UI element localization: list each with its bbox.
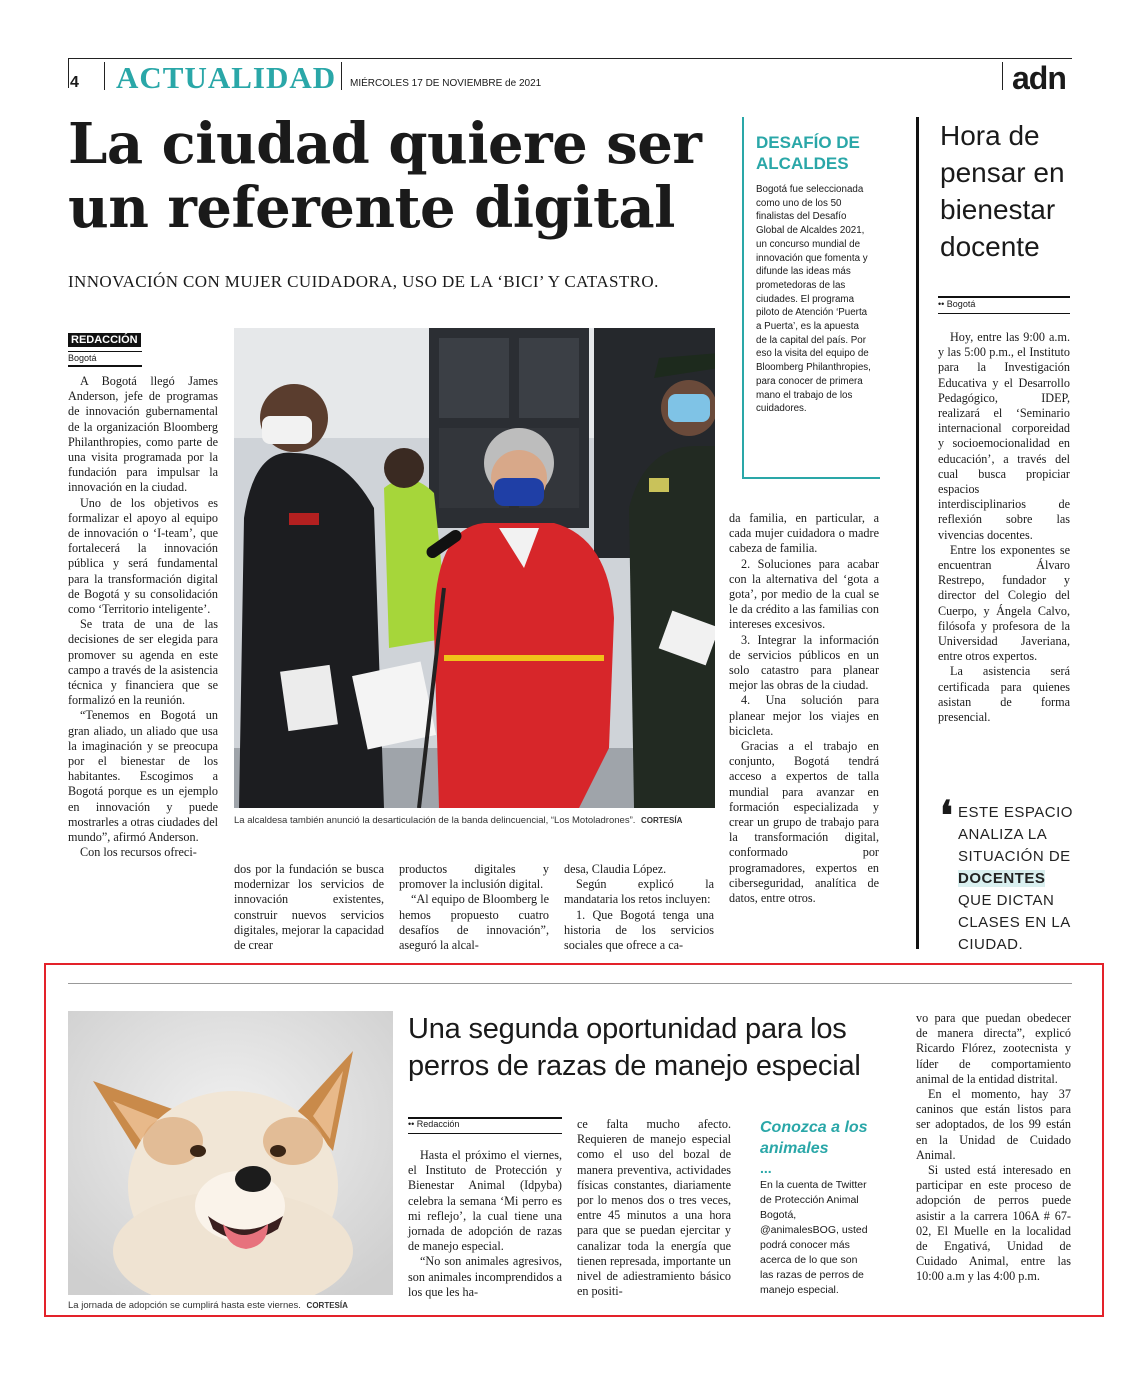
top-corner-rule bbox=[68, 58, 69, 88]
paragraph: Uno de los objetivos es formalizar el apoyo al equipo de innovación o ‘I-team’, que fortalecerá la innovación pública y será fundamental para la transformación digital de Bogotá y su consolidación como ‘Territorio inteligente’. bbox=[68, 495, 218, 617]
divider bbox=[104, 62, 105, 90]
paragraph: dos por la fundación se busca modernizar los servicios de innovación existentes, construir nuevos servicios digitales, mejorar la capacidad de crear bbox=[234, 862, 384, 953]
main-col-2 bbox=[234, 862, 384, 953]
paragraph: 4. Una solución para planear mejor los viajes en bicicleta. bbox=[729, 693, 879, 738]
kicker: INNOVACIÓN CON MUJER CUIDADORA, USO DE LA ‘BICI’ Y CATASTRO. bbox=[68, 272, 659, 291]
paragraph: “Tenemos en Bogotá un gran aliado, un aliado que usa la imaginación y se preocupa por el bienestar de los habitantes. Escogimos a Bogotá porque es un ejemplo en innovación y puede mostrarles a otras ciudades del mundo”, afirmó Anderson. bbox=[68, 708, 218, 845]
paragraph: productos digitales y promover la inclusión digital. bbox=[399, 862, 549, 892]
desafio-body: Bogotá fue seleccionada como uno de los 50 finalistas del Desafío Global de Alcaldes 2021, un concurso mundial de innovación que fomenta y difunde las ideas más prometedoras de las ciudades. El programa piloto de Atención ‘Puerta a Puerta’, es la apuesta de la capital del país. Por eso la visita del equipo de Bloomberg Philanthropies, para conocer de primera mano el trabajo de los cuidadores. bbox=[756, 184, 871, 415]
issue-date: MIÉRCOLES 17 DE NOVIEMBRE de 2021 bbox=[350, 78, 542, 89]
photo-caption bbox=[234, 815, 715, 826]
paragraph: Gracias a el trabajo en conjunto, Bogotá tendrá acceso a expertos de talla mundial para avanzar en formación especializada y crear un grupo de trabajo para la transformación digital, conformado por programadores, expertos en ciberseguridad, analítica de datos, entre otros. bbox=[729, 739, 879, 906]
dog-headline: Una segunda oportunidad para los perros de razas de manejo especial bbox=[408, 1013, 861, 1082]
headline-line: un referente digital bbox=[68, 175, 675, 241]
byline-rule bbox=[68, 365, 142, 367]
side-article-rule-2 bbox=[938, 313, 1070, 314]
divider bbox=[341, 62, 342, 90]
desafio-title: DESAFÍO DE ALCALDES bbox=[756, 133, 860, 173]
side-article-rule bbox=[938, 296, 1070, 298]
section-title: ACTUALIDAD bbox=[116, 60, 337, 95]
dog-photo-caption bbox=[68, 1300, 393, 1311]
main-col-3 bbox=[399, 862, 549, 953]
quote-highlight: DOCENTES bbox=[958, 870, 1046, 887]
paragraph: Se trata de una de las decisiones de ser elegida para promover su agenda en este campo a través de la asistencia técnica y financiera que se formalizó en la reunión. bbox=[68, 617, 218, 708]
paragraph: vo para que puedan obedecer de manera directa”, explicó Ricardo Flórez, zootecnista y líder de comportamiento animal de la entidad distrital. bbox=[916, 1011, 1071, 1086]
column-divider bbox=[916, 117, 919, 949]
paragraph: Entre los exponentes se encuentran Álvaro Restrepo, fundador y director del Colegio del Cuerpo, y Ángela Calvo, filósofa y profesora de la Universidad Javeriana, entre otros expertos. bbox=[938, 542, 1070, 664]
main-headline bbox=[68, 112, 728, 240]
paragraph: A Bogotá llegó James Anderson, jefe de programas de innovación gubernamental de la organización Bloomberg Philanthropies, como parte de una visita programada por la fundación para impulsar la innovación en la ciudad. bbox=[68, 374, 218, 495]
dog-sidebar-title: Conozca a los animales bbox=[760, 1119, 868, 1157]
divider bbox=[1002, 62, 1003, 90]
press-conference-photo bbox=[234, 328, 715, 808]
paragraph: En el momento, hay 37 caninos que están listos para ser adoptados, de los 99 están en la Unidad de Cuidado Animal. bbox=[916, 1087, 1071, 1162]
main-col-5 bbox=[729, 511, 879, 906]
pull-quote bbox=[958, 802, 1078, 956]
caption-text: La alcaldesa también anunció la desarticulación de la banda delincuencial, “Los Motoladrones”. bbox=[234, 815, 636, 826]
paragraph: Hasta el próximo el viernes, el Instituto de Protección y Bienestar Animal (Idpyba) celebra la semana ‘Mi perro es mi reflejo’, la cual tiene una jornada de adopción de razas de manejo especial. bbox=[408, 1148, 562, 1254]
paragraph: 3. Integrar la información de servicios públicos en un solo catastro para planear mejor las obras de la ciudad. bbox=[729, 632, 879, 693]
byline-label: REDACCIÓN bbox=[68, 333, 141, 347]
separator-rule bbox=[68, 983, 1072, 984]
quote-mark-icon: ❛ bbox=[940, 793, 953, 838]
paragraph: Hoy, entre las 9:00 a.m. y las 5:00 p.m., el Instituto para la Investigación Educativa y el Desarrollo Pedagógico, IDEP, realizará el ‘Seminario internacional corporeidad y socioemocionalidad en educación’, a través del cual busca propiciar espacios interdisciplinarios de reflexión sobre las vivencias docentes. bbox=[938, 330, 1070, 542]
byline bbox=[68, 330, 142, 367]
paragraph: desa, Claudia López. bbox=[564, 862, 667, 876]
dog-col-3 bbox=[916, 1011, 1071, 1285]
paragraph: Según explicó la mandataria los retos incluyen: bbox=[564, 877, 714, 907]
paragraph: 2. Soluciones para acabar con la alternativa del ‘gota a gota’, por medio de la cual se le da crédito a las familias con intereses excesivos. bbox=[729, 556, 879, 632]
adn-logo: adn bbox=[1012, 60, 1066, 96]
main-col-4 bbox=[564, 862, 714, 953]
photo-credit: CORTESÍA bbox=[641, 816, 683, 825]
paragraph: da familia, en particular, a cada mujer cuidadora o madre cabeza de familia. bbox=[729, 511, 879, 556]
dog-sidebar-body: En la cuenta de Twitter de Protección Animal Bogotá, @animalesBOG, usted podrá conocer más acerca de lo que son las razas de perros de manejo especial. bbox=[760, 1179, 868, 1296]
dog-sidebar-dots: ... bbox=[760, 1160, 772, 1176]
caption-text: La jornada de adopción se cumplirá hasta este viernes. bbox=[68, 1300, 301, 1311]
top-rule bbox=[68, 58, 1072, 59]
paragraph: ce falta mucho afecto. Requieren de manejo especial como el uso del bozal de manera preventiva, actividades físicas constantes, diariamente por lo menos dos o tres veces, entre 45 minutos a una hora para que se puedan ejercitar y canalizar toda la energía que tienen represada, importante un nivel de adiestramiento básico en positi- bbox=[577, 1117, 731, 1299]
headline-line: La ciudad quiere ser bbox=[68, 111, 702, 177]
dog-col-2 bbox=[577, 1117, 731, 1299]
paragraph: Con los recursos ofreci- bbox=[80, 845, 197, 860]
dog-byline-rule-2 bbox=[408, 1133, 562, 1134]
paragraph: 1. Que Bogotá tenga una historia de los servicios sociales que ofrece a ca- bbox=[564, 907, 714, 953]
page-number: 4 bbox=[70, 74, 79, 91]
side-article-place: •• Bogotá bbox=[938, 299, 976, 309]
paragraph: La asistencia será certificada para quienes asistan de forma presencial. bbox=[938, 664, 1070, 725]
paragraph: “No son animales agresivos, son animales incomprendidos a los que les ha- bbox=[408, 1254, 562, 1299]
dog-byline: •• Redacción bbox=[408, 1119, 460, 1129]
photo-credit: CORTESÍA bbox=[306, 1301, 348, 1310]
main-photo bbox=[234, 328, 715, 808]
side-article-body bbox=[938, 330, 1070, 725]
byline-place: Bogotá bbox=[68, 351, 142, 363]
dog-photo bbox=[68, 1011, 393, 1295]
main-col-1 bbox=[68, 374, 218, 861]
dog-image bbox=[68, 1011, 393, 1295]
paragraph: Si usted está interesado en participar en este proceso de adopción de perros puede asistir a la carrera 106A # 67-02, El Muelle en la localidad de Engativá, Unidad de Cuidado Animal, entre las 10:00 a.m y las 4:00 p.m. bbox=[916, 1163, 1071, 1284]
quote-text: ESTE ESPACIO ANALIZA LA SITUACIÓN DE bbox=[958, 804, 1073, 865]
quote-text: QUE DICTAN CLASES EN LA CIUDAD. bbox=[958, 892, 1070, 953]
dog-col-1 bbox=[408, 1148, 562, 1300]
paragraph: “Al equipo de Bloomberg le hemos propuesto cuatro desafíos de innovación”, aseguró la alcal- bbox=[399, 892, 549, 953]
side-article-title: Hora de pensar en bienestar docente bbox=[940, 120, 1065, 262]
